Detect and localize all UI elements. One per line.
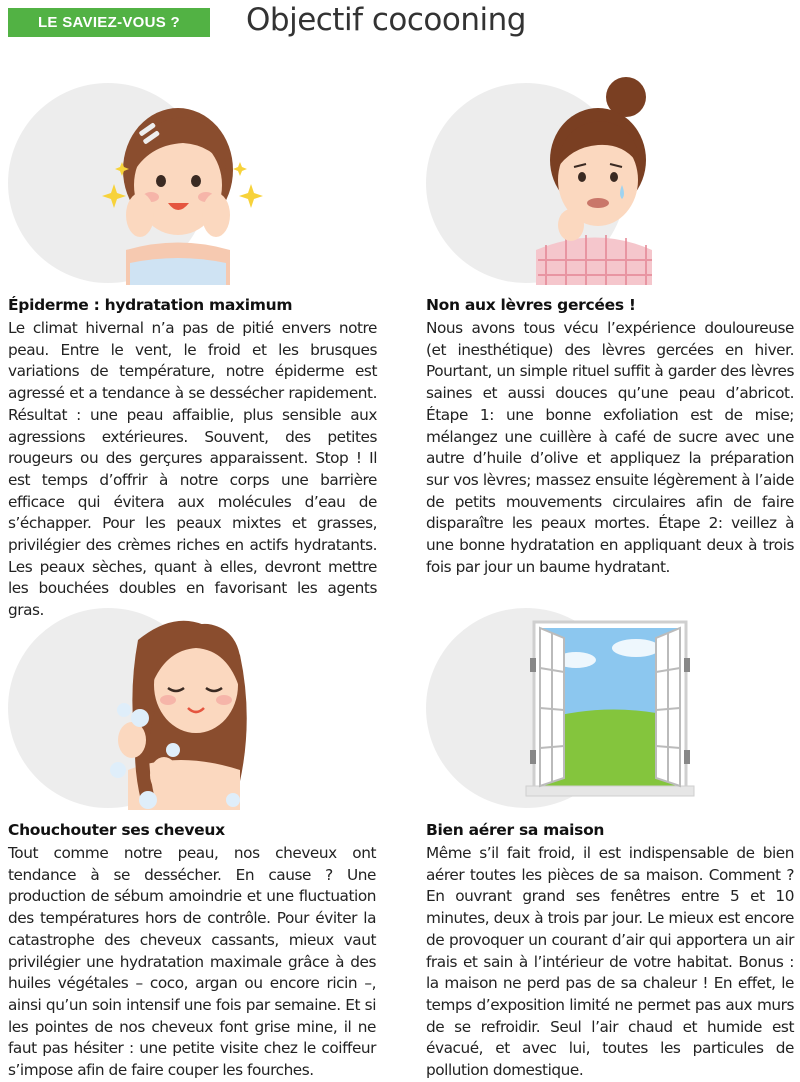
woman-washing-hair-illustration: [8, 600, 393, 815]
section-title: Bien aérer sa maison: [426, 821, 605, 839]
hair-illustration: [8, 600, 393, 810]
header: [0, 0, 800, 50]
category-badge: LE SAVIEZ-VOUS ?: [8, 8, 210, 37]
woman-chapped-lips-illustration: [426, 75, 800, 290]
section-title: Épiderme : hydratation maximum: [8, 296, 293, 314]
open-window-illustration: [426, 600, 800, 815]
woman-hydrated-skin-illustration: [8, 75, 393, 290]
page-title: Objectif cocooning: [246, 2, 526, 38]
section-text: Tout comme notre peau, nos cheveux ont tendance à se dessécher. En cause ? Une production de sébum amoindrie et une fluctuation des températures hors de contrôle. Pour éviter la catastrophe des cheveux cassants, mieux vaut privilégier une hydratation maximale grâce à des huiles végétales – coco, argan ou encore ricin –, ainsi qu’un soin intensif une fois par semaine. Et si les pointes de nos cheveux font grise mine, il ne faut pas hésiter : une petite visite chez le coiffeur s’impose afin de faire couper les fourches.: [8, 844, 376, 1080]
skin-illustration: [8, 75, 393, 285]
lips-illustration: [426, 75, 800, 285]
window-illustration: [426, 600, 800, 810]
section-text: Même s’il fait froid, il est indispensable de bien aérer toutes les pièces de sa maison. Comment ? En ouvrant grand ses fenêtres entre 5 et 10 minutes, deux à trois par jour. Le mieux est encore de provoquer un courant d’air qui apportera un air frais et sain à l’intérieur de votre habitat. Bonus : la maison ne perd pas de sa chaleur ! En effet, le temps d’exposition limité ne permet pas aux murs de se refroidir. Seul l’air chaud et humide est évacué, et avec lui, toutes les particules de pollution domestique.: [426, 844, 794, 1080]
section-title: Non aux lèvres gercées !: [426, 296, 636, 314]
section-title: Chouchouter ses cheveux: [8, 821, 225, 839]
section-text: Le climat hivernal n’a pas de pitié envers notre peau. Entre le vent, le froid et les brusques variations de température, notre épiderme est agressé et a tendance à se dessécher rapidement. Résultat : une peau affaiblie, plus sensible aux agressions extérieures. Souvent, des petites rougeurs ou des gerçures apparaissent. Stop ! Il est temps d’offrir à notre corps une barrière efficace qui évitera aux molécules d’eau de s’échapper. Pour les peaux mixtes et grasses, privilégier des crèmes riches en actifs hydratants. Les peaux sèches, quant à elles, devront mettre les bouchées doubles en favorisant les agents gras.: [8, 319, 377, 620]
section-text: Nous avons tous vécu l’expérience douloureuse (et inesthétique) des lèvres gercées en hiver. Pourtant, un simple rituel suffit à garder des lèvres saines et aussi douces qu’une peau d’abricot. Étape 1: une bonne exfoliation est de mise; mélangez une cuillère à café de sucre avec une autre d’huile d’olive et appliquez la préparation sur vos lèvres; massez ensuite légèrement à l’aide de petits mouvements circulaires afin de faire disparaître les peaux mortes. Étape 2: veillez à une bonne hydratation en appliquant deux à trois fois par jour un baume hydratant.: [426, 319, 794, 576]
